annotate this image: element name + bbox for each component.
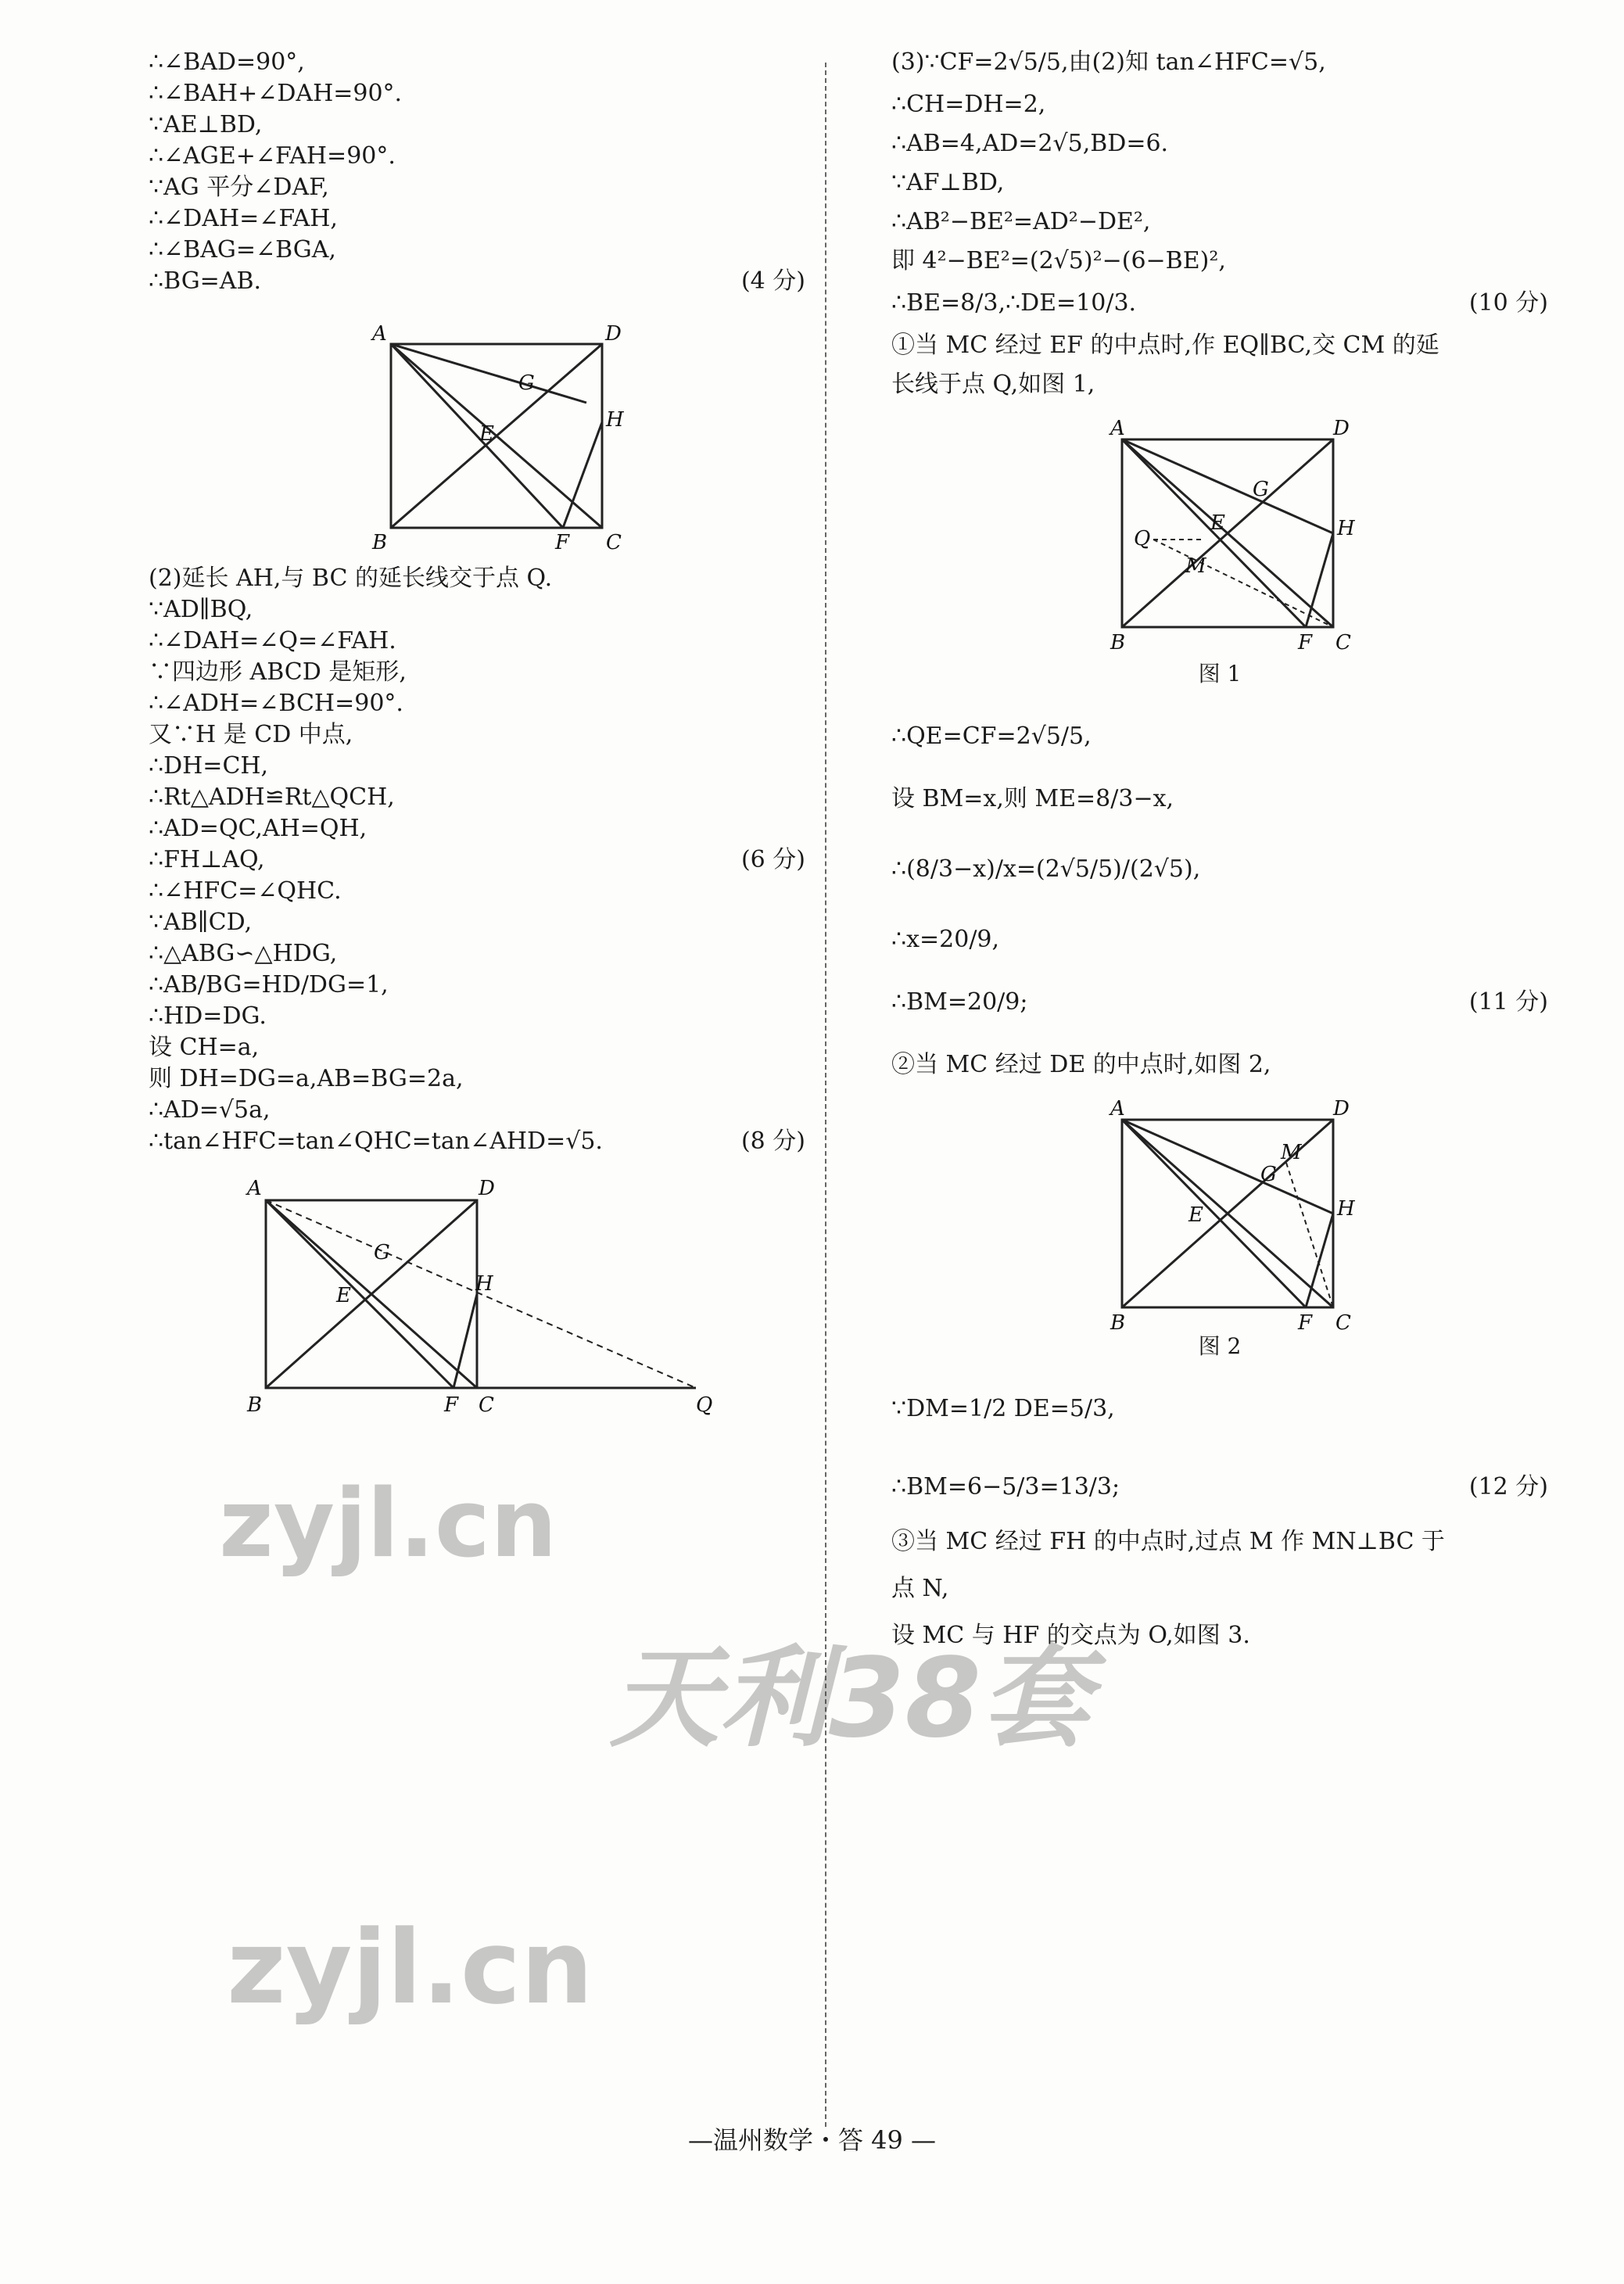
right-block-d — [891, 1049, 1548, 1081]
text-line: ∴AB/BG=HD/DG=1, — [149, 971, 389, 999]
point-label-g: G — [1253, 478, 1269, 501]
text-line: ∵AF⊥BD, — [891, 169, 1005, 196]
text-line: ①当 MC 经过 EF 的中点时,作 EQ∥BC,交 CM 的延 — [891, 332, 1439, 359]
text-content: ∴BG=AB. — [149, 267, 262, 295]
point-label-f: F — [1298, 1311, 1313, 1335]
score-mark: (8 分) — [740, 1128, 805, 1155]
text-content: ∴BE=8/3,∴DE=10/3. — [891, 289, 1137, 317]
figure-1 — [1079, 416, 1361, 658]
rectangle-figure-2 — [227, 1173, 727, 1423]
text-line: ∴x=20/9, — [891, 926, 1000, 953]
text-content: ∴BM=20/9; — [891, 988, 1028, 1016]
text-line: ∴∠DAH=∠Q=∠FAH. — [149, 627, 396, 654]
point-label-h: H — [475, 1272, 493, 1296]
watermark-brand: 天利38套 — [610, 1635, 1091, 1762]
page-footer: —温州数学・答 49 — — [687, 2125, 937, 2155]
text-line: ∴DH=CH, — [149, 752, 269, 780]
text-line — [149, 844, 805, 876]
text-line: ∵DM=1/2 DE=5/3, — [891, 1395, 1115, 1422]
text-line: ∴Rt△ADH≌Rt△QCH, — [149, 783, 395, 811]
text-line: ∴QE=CF=2√5/5, — [891, 722, 1092, 750]
right-block-c — [891, 721, 1548, 1018]
point-label-d: D — [479, 1177, 495, 1200]
point-label-g: G — [1260, 1163, 1277, 1186]
point-label-m: M — [1281, 1141, 1302, 1164]
text-line: 点 N, — [891, 1575, 949, 1602]
text-line: ∵四边形 ABCD 是矩形, — [149, 658, 407, 686]
point-label-m: M — [1185, 554, 1206, 578]
left-block-a — [149, 47, 805, 297]
point-label-b: B — [247, 1393, 263, 1417]
point-label-e: E — [1188, 1203, 1203, 1227]
text-line — [891, 288, 1548, 319]
point-label-b: B — [1110, 631, 1126, 654]
text-line: 设 CH=a, — [149, 1034, 260, 1061]
figure-1-caption: 图 1 — [1198, 661, 1242, 687]
column-divider — [825, 63, 826, 2127]
text-line: ∴∠BAD=90°, — [149, 48, 305, 76]
text-line — [149, 1126, 805, 1157]
point-label-h: H — [606, 408, 624, 432]
text-line: ③当 MC 经过 FH 的中点时,过点 M 作 MN⊥BC 于 — [891, 1528, 1445, 1555]
point-label-b: B — [372, 531, 388, 554]
text-line: ∴HD=DG. — [149, 1002, 267, 1030]
text-line: ∵AD∥BQ, — [149, 596, 253, 623]
watermark-site-2: zyjl.cn — [227, 1908, 593, 2027]
point-label-f: F — [444, 1393, 459, 1417]
text-line: ∴△ABG∽△HDG, — [149, 940, 338, 967]
point-label-g: G — [374, 1241, 390, 1264]
text-line: ∴∠BAH+∠DAH=90°. — [149, 80, 403, 107]
text-line: 长线于点 Q,如图 1, — [891, 371, 1095, 398]
point-label-c: C — [606, 531, 622, 554]
point-label-d: D — [605, 322, 622, 346]
text-line: 即 4²−BE²=(2√5)²−(6−BE)², — [891, 247, 1226, 274]
text-content: ∴FH⊥AQ, — [149, 846, 265, 873]
left-block-b — [149, 563, 805, 876]
score-mark: (12 分) — [1468, 1473, 1548, 1501]
text-line: ∴(8/3−x)/x=(2√5/5)/(2√5), — [891, 855, 1201, 883]
point-label-q: Q — [696, 1393, 713, 1417]
text-line: ∵AB∥CD, — [149, 909, 253, 936]
score-mark: (6 分) — [740, 846, 805, 873]
text-line: ∴∠AGE+∠FAH=90°. — [149, 142, 396, 170]
score-mark: (10 分) — [1468, 289, 1548, 317]
text-line: ②当 MC 经过 DE 的中点时,如图 2, — [891, 1051, 1271, 1078]
point-label-f: F — [555, 531, 570, 554]
point-label-d: D — [1333, 1097, 1350, 1120]
text-line — [891, 987, 1548, 1018]
left-block-c — [149, 876, 805, 1157]
text-line: (2)延长 AH,与 BC 的延长线交于点 Q. — [149, 565, 553, 592]
text-line: ∴AD=√5a, — [149, 1096, 271, 1124]
point-label-a: A — [372, 322, 387, 346]
text-line: 则 DH=DG=a,AB=BG=2a, — [149, 1065, 464, 1092]
text-line: ∴∠DAH=∠FAH, — [149, 205, 338, 232]
score-mark: (4 分) — [740, 267, 805, 295]
text-line: 设 MC 与 HF 的交点为 O,如图 3. — [891, 1622, 1250, 1649]
text-line — [149, 266, 805, 297]
point-label-h: H — [1337, 517, 1355, 540]
point-label-h: H — [1337, 1197, 1355, 1221]
point-label-e: E — [479, 422, 494, 446]
point-label-c: C — [479, 1393, 494, 1417]
text-line: ∴AD=QC,AH=QH, — [149, 815, 367, 842]
right-column — [891, 47, 1548, 1651]
text-content: ∴BM=6−5/3=13/3; — [891, 1473, 1120, 1501]
point-label-q: Q — [1134, 527, 1151, 550]
text-line: ∴∠BAG=∠BGA, — [149, 236, 336, 264]
text-line: ∴CH=DH=2, — [891, 91, 1046, 118]
score-mark: (11 分) — [1468, 988, 1548, 1016]
point-label-e: E — [1210, 511, 1225, 535]
point-label-e: E — [336, 1284, 351, 1307]
point-label-c: C — [1335, 631, 1351, 654]
right-block-e — [891, 1393, 1548, 1503]
text-line: ∵AE⊥BD, — [149, 111, 263, 138]
text-content: ∴tan∠HFC=tan∠QHC=tan∠AHD=√5. — [149, 1128, 603, 1155]
watermark-site-1: zyjl.cn — [219, 1470, 557, 1579]
right-block-b — [891, 330, 1548, 400]
point-label-b: B — [1110, 1311, 1126, 1335]
text-line: 设 BM=x,则 ME=8/3−x, — [891, 785, 1174, 812]
figure-2-caption: 图 2 — [1198, 1333, 1242, 1359]
point-label-a: A — [247, 1177, 262, 1200]
point-label-a: A — [1110, 1097, 1125, 1120]
figure-2 — [1079, 1096, 1361, 1335]
text-line — [891, 1472, 1548, 1503]
text-line: (3)∵CF=2√5/5,由(2)知 tan∠HFC=√5, — [891, 48, 1326, 76]
point-label-d: D — [1333, 417, 1350, 440]
text-line: ∴∠ADH=∠BCH=90°. — [149, 690, 403, 717]
text-line: ∵AG 平分∠DAF, — [149, 174, 329, 201]
point-label-f: F — [1298, 631, 1313, 654]
text-line: 又∵H 是 CD 中点, — [149, 721, 353, 748]
rectangle-figure-1 — [336, 313, 624, 555]
point-label-a: A — [1110, 417, 1125, 440]
text-line: ∴AB=4,AD=2√5,BD=6. — [891, 130, 1169, 157]
left-column — [149, 47, 805, 1423]
point-label-g: G — [518, 371, 535, 395]
right-block-a — [891, 47, 1548, 319]
text-line: ∴∠HFC=∠QHC. — [149, 877, 342, 905]
text-line: ∴AB²−BE²=AD²−DE², — [891, 208, 1151, 235]
point-label-c: C — [1335, 1311, 1351, 1335]
